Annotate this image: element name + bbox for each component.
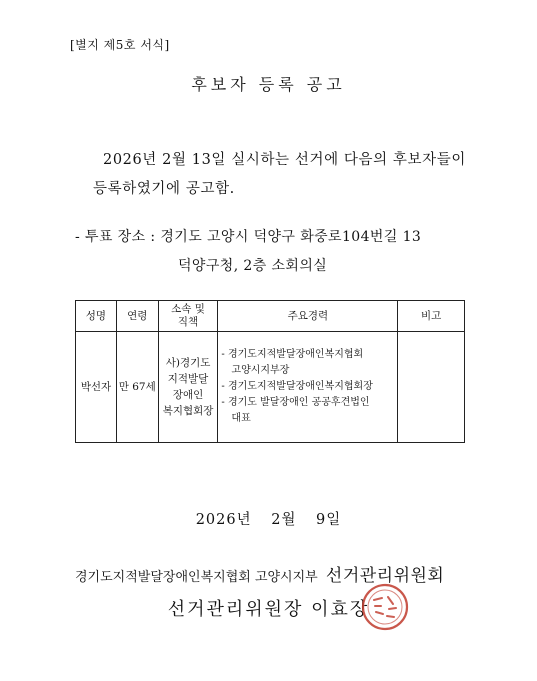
table-header-row <box>76 301 465 332</box>
cell-affiliation <box>158 332 218 443</box>
issuer-committee: 선거관리위원회 <box>325 566 445 586</box>
official-seal-icon <box>360 582 410 632</box>
career-line: - 경기도 발달장애인 공공후견법인 <box>221 397 370 408</box>
career-line: - 경기도지적발달장애인복지협회 <box>221 349 364 360</box>
cell-remarks <box>398 332 465 443</box>
cell-career <box>218 332 398 443</box>
page-title: 후보자 등록 공고 <box>191 75 346 94</box>
header-remarks: 비고 <box>398 301 465 332</box>
header-affiliation-line-2: 직책 <box>177 316 199 328</box>
affiliation-line: 지적발달 <box>167 373 209 385</box>
career-line: - 경기도지적발달장애인복지협회장 <box>221 381 373 392</box>
career-line: 대표 <box>231 413 251 424</box>
intro-line-2: 등록하였기에 공고함. <box>93 181 235 197</box>
header-affiliation <box>158 301 218 332</box>
header-affiliation-line-1: 소속 및 <box>171 303 205 315</box>
affiliation-line: 사)경기도 <box>165 357 211 369</box>
table-row <box>76 332 465 443</box>
voting-place-line-2: 덕양구청, 2층 소회의실 <box>178 258 328 274</box>
cell-name: 박선자 <box>76 332 117 443</box>
candidate-table <box>75 300 465 443</box>
chair-signature-line: 선거관리위원장 이효장 <box>167 599 370 620</box>
form-label: [별지 제5호 서식] <box>70 38 170 52</box>
intro-line-1: 2026년 2월 13일 실시하는 선거에 다음의 후보자들이 <box>103 152 466 168</box>
header-career: 주요경력 <box>218 301 398 332</box>
affiliation-line: 복지협회장 <box>162 405 214 417</box>
issuer-org: 경기도지적발달장애인복지협회 고양시지부 <box>75 570 318 585</box>
career-line: 고양시지부장 <box>231 365 290 376</box>
header-age: 연령 <box>116 301 158 332</box>
voting-place-line-1: - 투표 장소 : 경기도 고양시 덕양구 화중로104번길 13 <box>75 229 422 245</box>
affiliation-line: 장애인 <box>172 389 204 401</box>
announcement-date: 2026년 2월 9일 <box>195 512 342 528</box>
header-name: 성명 <box>76 301 117 332</box>
cell-age: 만 67세 <box>116 332 158 443</box>
